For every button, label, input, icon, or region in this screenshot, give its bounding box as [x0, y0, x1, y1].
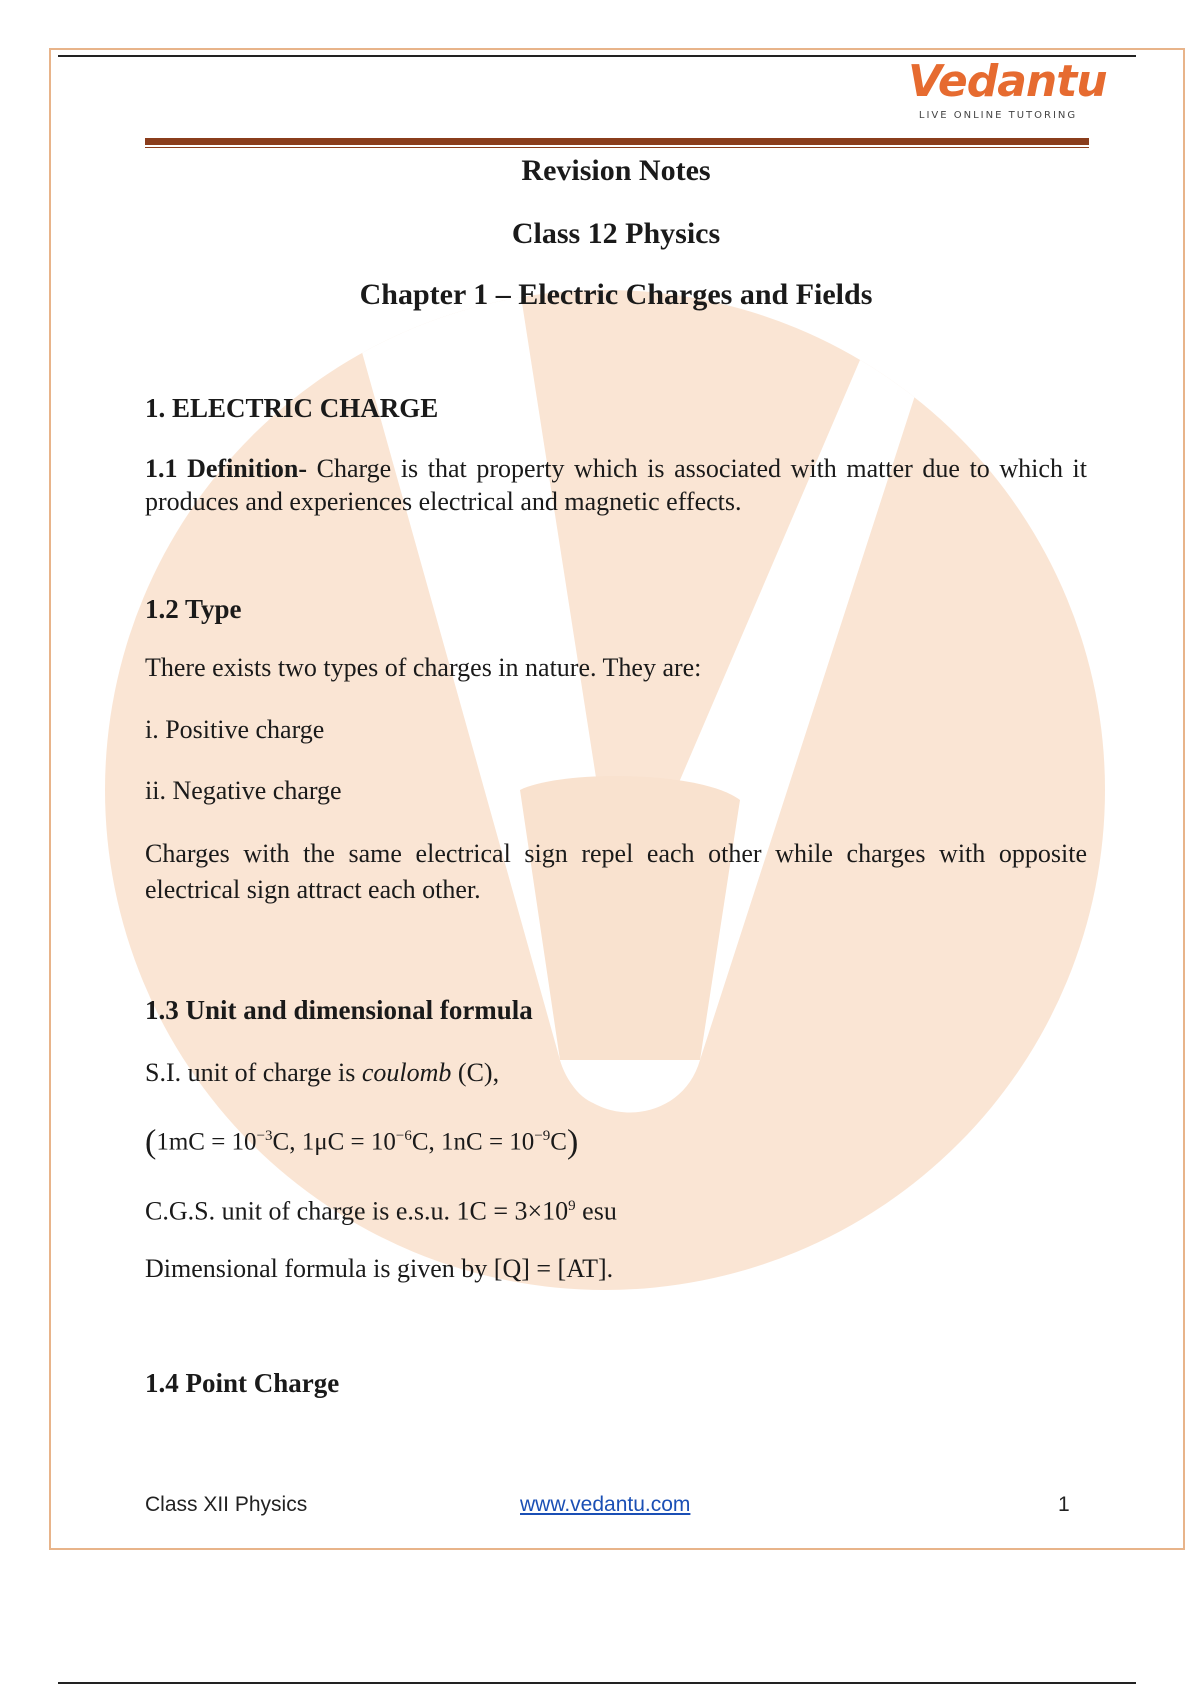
dimensional-formula-line: [145, 1252, 1087, 1285]
cgs-unit-line: [145, 1190, 1087, 1228]
unit-conversion-formula: ($1mC = 10^{-3}C$, $1\mu C = 10^{-6}C$, $1nC = 10^{-9}C$): [145, 1123, 579, 1161]
definition-text: Charge is that property which is associated with matter due to which it produces and experiences electrical and magnetic effects.: [145, 454, 1087, 516]
cgs-prefix: C.G.S. unit of charge is e.s.u. 1C = 3×10: [145, 1196, 569, 1226]
chapter-title: Chapter 1 – Electric Charges and Fields: [359, 278, 873, 311]
vedantu-logo: [908, 56, 1107, 121]
doc-subtitle: Class 12 Physics: [511, 217, 721, 250]
logo-wordmark: Vedantu: [908, 56, 1107, 107]
conv-exp-2: −6: [395, 1128, 412, 1144]
section-heading-point-charge: 1.4 Point Charge: [145, 1368, 340, 1398]
dim-suffix: .: [606, 1254, 614, 1283]
conv-part-3: C, 1nC = 10: [411, 1128, 535, 1156]
conv-part-2: C, 1μC = 10: [272, 1128, 396, 1156]
list-item-positive: i. Positive charge: [145, 715, 325, 744]
section-heading-type: 1.2 Type: [145, 594, 242, 624]
doc-title: Revision Notes: [521, 154, 711, 187]
charge-rule-paragraph: Charges with the same electrical sign repel each other while charges with opposite electrical sign attract each other.: [145, 839, 1087, 904]
cgs-suffix: esu: [575, 1196, 617, 1226]
si-unit-line: [145, 1056, 1087, 1089]
conv-exp-3: −9: [534, 1128, 551, 1144]
page-number: 1: [1058, 1493, 1070, 1516]
header-bar: [145, 138, 1089, 145]
header-bar-thin: [145, 147, 1089, 148]
si-unit-suffix: (C),: [451, 1058, 500, 1087]
conv-part-4: C: [550, 1128, 567, 1156]
definition-paragraph: [145, 452, 1087, 518]
footer-left: Class XII Physics: [145, 1493, 308, 1516]
footer-website-link[interactable]: www.vedantu.com: [520, 1493, 691, 1516]
dim-prefix: Dimensional formula is given by: [145, 1254, 494, 1283]
section-heading-electric-charge: 1. ELECTRIC CHARGE: [145, 393, 439, 423]
si-unit-prefix: S.I. unit of charge is: [145, 1058, 362, 1087]
conv-exp-1: −3: [256, 1128, 273, 1144]
si-unit-name: coulomb: [361, 1058, 452, 1087]
definition-label: 1.1 Definition-: [145, 454, 307, 483]
types-intro: There exists two types of charges in nature. They are:: [145, 653, 702, 682]
list-item-negative: ii. Negative charge: [145, 776, 342, 805]
cgs-exponent: 9: [568, 1198, 576, 1214]
dim-formula: [Q] = [AT]: [493, 1254, 607, 1283]
conv-part-1: 1mC = 10: [156, 1128, 257, 1156]
logo-tagline: LIVE ONLINE TUTORING: [918, 110, 1078, 121]
section-heading-unit: 1.3 Unit and dimensional formula: [145, 995, 533, 1025]
